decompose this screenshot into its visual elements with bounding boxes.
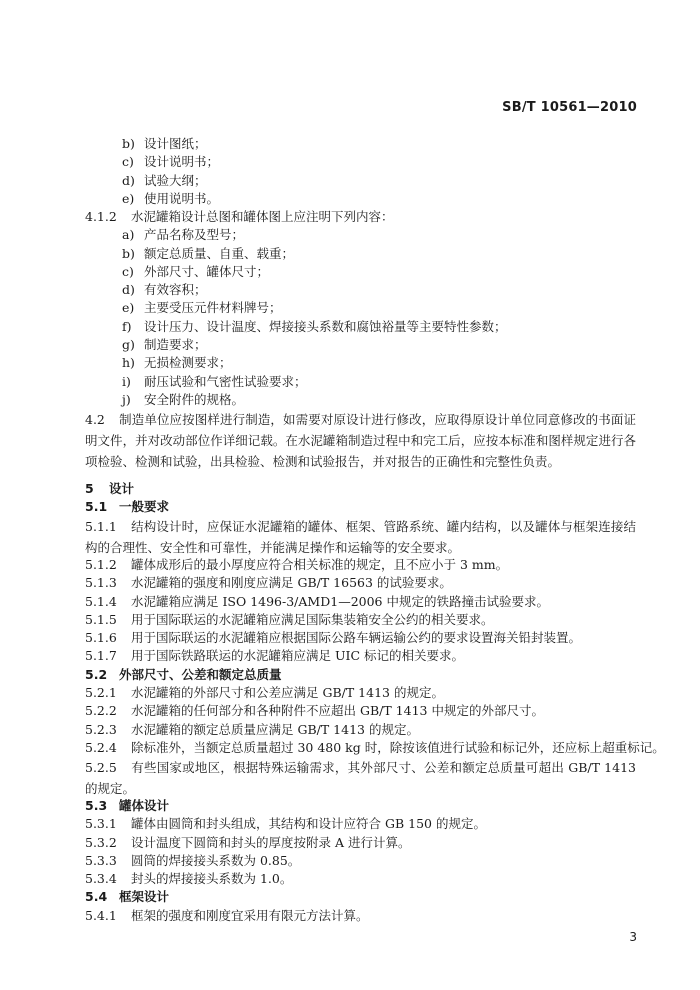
page-number: 3: [629, 930, 637, 944]
list-item: b) 设计图纸；: [122, 136, 207, 151]
list-item: e) 主要受压元件材料牌号；: [122, 300, 282, 316]
section-heading-5-1: 5.1 一般要求: [85, 498, 170, 514]
section-heading-5-4: 5.4 框架设计: [85, 889, 170, 905]
section-heading-5: 5 设计: [85, 480, 135, 496]
clause-5-3-4: 5.3.4 封头的焊接接头系数为 1.0。: [85, 871, 293, 887]
list-item: g) 制造要求；: [122, 336, 207, 352]
clause-5-3-3: 5.3.3 圆筒的焊接接头系数为 0.85。: [85, 852, 301, 868]
clause-5-2-3: 5.2.3 水泥罐箱的额定总质量应满足 GB/T 1413 的规定。: [85, 721, 419, 737]
clause-5-1-6: 5.1.6 用于国际联运的水泥罐箱应根据国际公路车辆运输公约的要求设置海关铅封装置。: [85, 630, 582, 646]
clause-5-1-1: 5.1.1 结构设计时，应保证水泥罐箱的罐体、框架、管路系统、罐内结构，以及罐体与框架连接结构的合理性、安全性和可靠性，并能满足操作和运输等的安全要求。: [85, 519, 636, 556]
list-item: h) 无损检测要求；: [122, 355, 232, 371]
list-item: j) 安全附件的规格。: [122, 391, 245, 407]
clause-5-2-4: 5.2.4 除标准外，当额定总质量超过 30 480 kg 时，除按该值进行试验和标记外，还应标上超重标记。: [85, 739, 665, 755]
list-item: a) 产品名称及型号；: [122, 227, 245, 243]
clause-5-2-2: 5.2.2 水泥罐箱的任何部分和各种附件不应超出 GB/T 1413 中规定的外部尺寸。: [85, 703, 544, 719]
list-item: c) 外部尺寸、罐体尺寸；: [122, 263, 270, 279]
list-item: e) 使用说明书。: [122, 190, 220, 206]
document-code: SB/T 10561—2010: [502, 100, 637, 115]
clause-5-3-2: 5.3.2 设计温度下圆筒和封头的厚度按附录 A 进行计算。: [85, 834, 411, 850]
clause-5-1-2: 5.1.2 罐体成形后的最小厚度应符合相关标准的规定，且不应小于 3 mm。: [85, 557, 509, 573]
section-heading-5-2: 5.2 外部尺寸、公差和额定总质量: [85, 666, 282, 682]
list-item: i) 耐压试验和气密性试验要求；: [122, 373, 307, 389]
list-item: c) 设计说明书；: [122, 154, 220, 170]
list-item: d) 有效容积；: [122, 282, 207, 298]
clause-5-2-5: 5.2.5 有些国家或地区，根据特殊运输需求，其外部尺寸、公差和额定总质量可超出 GB/T 1413 的规定。: [85, 760, 636, 797]
clause-5-4-1: 5.4.1 框架的强度和刚度宜采用有限元方法计算。: [85, 907, 369, 923]
section-heading-5-3: 5.3 罐体设计: [85, 798, 170, 814]
clause-5-1-3: 5.1.3 水泥罐箱的强度和刚度应满足 GB/T 16563 的试验要求。: [85, 575, 452, 591]
clause-5-1-4: 5.1.4 水泥罐箱应满足 ISO 1496-3/AMD1—2006 中规定的铁路撞击试验要求。: [85, 593, 549, 609]
clause-5-3-1: 5.3.1 罐体由圆筒和封头组成，其结构和设计应符合 GB 150 的规定。: [85, 816, 486, 832]
clause-4-1-2: 4.1.2 水泥罐箱设计总图和罐体图上应注明下列内容：: [85, 209, 394, 225]
clause-5-1-5: 5.1.5 用于国际联运的水泥罐箱应满足国际集装箱安全公约的相关要求。: [85, 611, 494, 627]
list-item: f) 设计压力、设计温度、焊接接头系数和腐蚀裕量等主要特性参数；: [122, 318, 507, 334]
clause-5-1-7: 5.1.7 用于国际铁路联运的水泥罐箱应满足 UIC 标记的相关要求。: [85, 648, 464, 664]
list-item: d) 试验大纲；: [122, 172, 207, 188]
clause-4-2: 4.2 制造单位应按图样进行制造，如需要对原设计进行修改，应取得原设计单位同意修改的书面证明文件，并对改动部位作详细记载。在水泥罐箱制造过程中和完工后，应按本标准和图样规定进行各项检验、检测和试验，出具检验、检测和试验报告，并对报告的正确性和完整性负责。: [85, 412, 636, 470]
clause-5-2-1: 5.2.1 水泥罐箱的外部尺寸和公差应满足 GB/T 1413 的规定。: [85, 684, 444, 700]
list-item: b) 额定总质量、自重、载重；: [122, 245, 295, 261]
